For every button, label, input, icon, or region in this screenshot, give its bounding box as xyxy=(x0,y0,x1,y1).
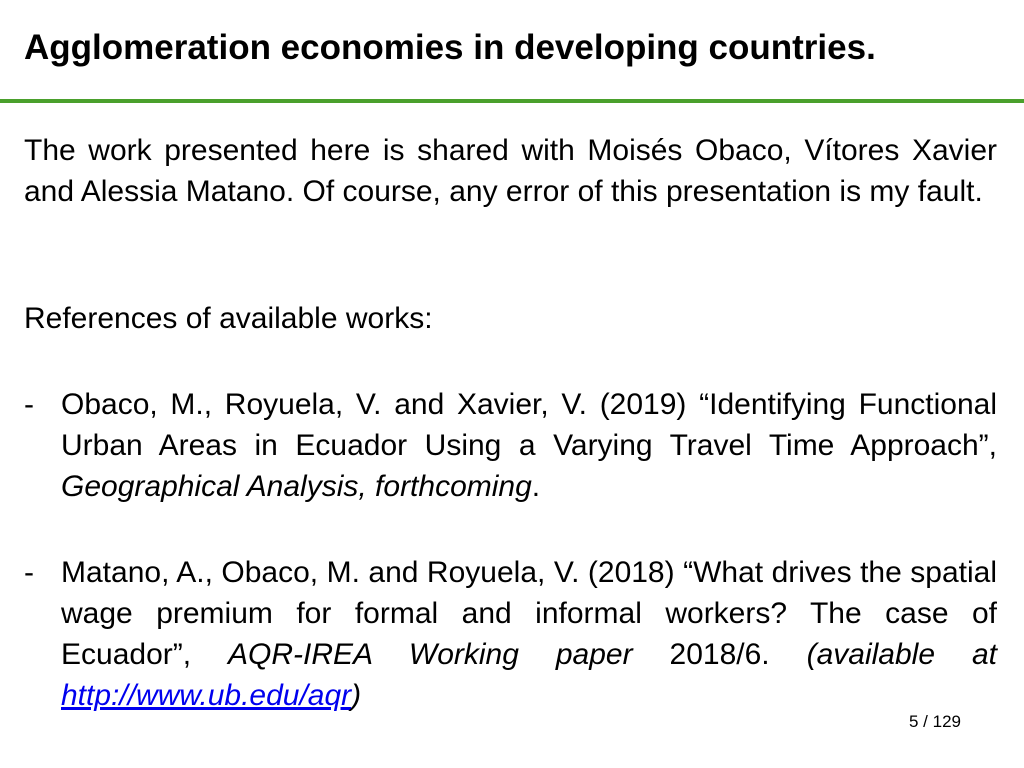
availability-suffix: ) xyxy=(351,679,362,712)
references-heading: References of available works: xyxy=(24,302,433,335)
list-bullet: - xyxy=(24,388,34,421)
reference-link[interactable]: http://www.ub.edu/aqr xyxy=(61,679,352,712)
reference-text: Matano, A., Obaco, M. and Royuela, V. (2018) “What drives the spatial wage premium for formal and informal workers? The case of Ecuador”, xyxy=(61,556,997,671)
reference-number: 2018/6. xyxy=(669,638,770,671)
reference-text: Obaco, M., Royuela, V. and Xavier, V. (2019) “Identifying Functional Urban Areas in Ecuador Using a Varying Travel Time Approach”, xyxy=(61,388,997,462)
reference-journal: AQR-IREA Working paper xyxy=(228,638,633,671)
reference-body xyxy=(61,384,997,507)
reference-item xyxy=(24,552,997,716)
intro-paragraph: The work presented here is shared with Moisés Obaco, Vítores Xavier and Alessia Matano. Of course, any error of this presentation is my fault. xyxy=(24,134,997,208)
availability-prefix: (available at xyxy=(806,638,997,671)
reference-journal: Geographical Analysis, forthcoming xyxy=(61,470,532,503)
page-number: 5 / 129 xyxy=(909,712,961,731)
reference-body xyxy=(61,552,997,716)
list-bullet: - xyxy=(24,556,34,589)
reference-item xyxy=(24,384,997,507)
reference-end: . xyxy=(531,470,541,503)
slide-title: Agglomeration economies in developing countries. xyxy=(24,28,876,67)
title-divider xyxy=(0,99,1024,103)
